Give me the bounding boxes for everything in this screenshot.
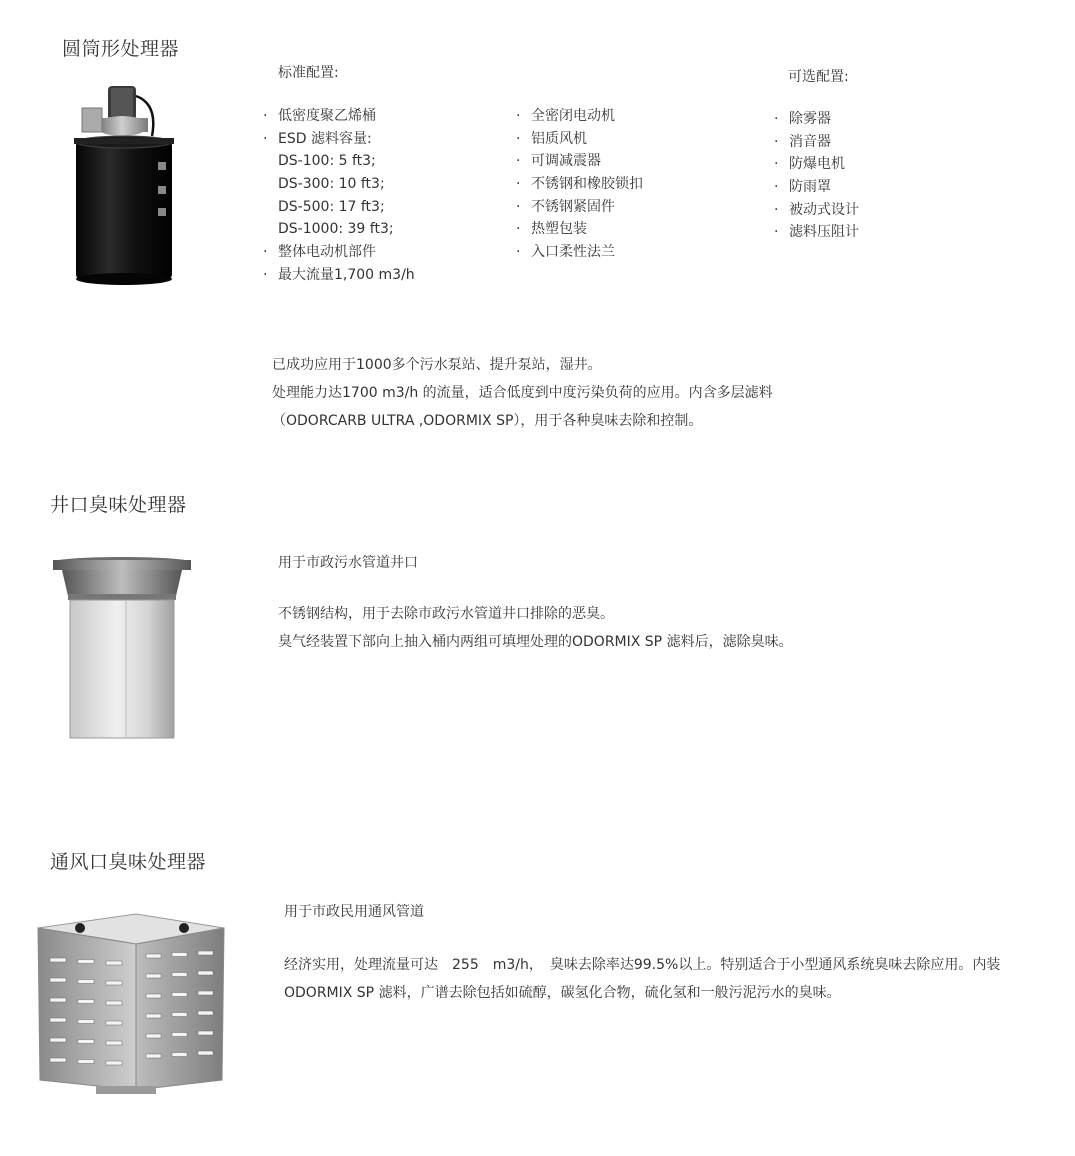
cylindrical-unit-description	[272, 351, 773, 435]
list-item: · 最大流量1,700 m3/h	[263, 264, 415, 287]
louver-slot	[50, 998, 66, 1002]
louver-slot	[146, 1034, 161, 1038]
louver-slot	[50, 978, 66, 982]
list-item: DS-100: 5 ft3;	[278, 153, 376, 170]
louver-slot	[146, 994, 161, 998]
louver-slot	[198, 991, 213, 995]
louver-slot	[172, 1033, 187, 1037]
louver-slot	[146, 1014, 161, 1018]
list-item: · 防爆电机	[774, 153, 859, 176]
louver-slot	[50, 1018, 66, 1022]
louver-slot	[106, 961, 122, 965]
list-item: · 除雾器	[774, 108, 859, 131]
louver-slot	[50, 1038, 66, 1042]
list-item: · 全密闭电动机	[516, 105, 643, 128]
list-item: · 不锈钢和橡胶锁扣	[516, 173, 643, 196]
vent-unit-title: 通风口臭味处理器	[50, 851, 207, 873]
list-item: · 消音器	[774, 131, 859, 154]
cylindrical-unit-image	[70, 86, 180, 286]
list-item: · 防雨罩	[774, 176, 859, 199]
louver-slot	[78, 1040, 94, 1044]
description-line: 处理能力达1700 m3/h 的流量，适合低度到中度污染负荷的应用。内含多层滤料	[272, 385, 773, 401]
list-item: · ESD 滤料容量:	[263, 128, 415, 151]
cylindrical-unit-title: 圆筒形处理器	[62, 38, 180, 60]
list-item: · 铝质风机	[516, 128, 643, 151]
vent-unit-usage: 用于市政民用通风管道	[284, 904, 424, 920]
manhole-unit-image	[52, 556, 192, 742]
list-item: DS-1000: 39 ft3;	[278, 221, 394, 238]
louver-slot	[78, 960, 94, 964]
louver-slot	[198, 1011, 213, 1015]
list-item: · 不锈钢紧固件	[516, 196, 643, 219]
optional-config-heading: 可选配置:	[788, 69, 849, 85]
louver-slot	[106, 1001, 122, 1005]
description-line: 臭气经装置下部向上抽入桶内两组可填埋处理的ODORMIX SP 滤料后，滤除臭味。	[278, 634, 793, 650]
list-item: DS-500: 17 ft3;	[278, 198, 385, 215]
list-item: · 整体电动机部件	[263, 241, 415, 264]
louver-slot	[78, 1000, 94, 1004]
list-item: · 热塑包装	[516, 218, 643, 241]
louver-slot	[172, 993, 187, 997]
description-line: 已成功应用于1000多个污水泵站、提升泵站，湿井。	[272, 357, 602, 373]
description-line: 不锈钢结构，用于去除市政污水管道井口排除的恶臭。	[278, 606, 614, 622]
louver-slot	[172, 1053, 187, 1057]
list-item: · 被动式设计	[774, 199, 859, 222]
louver-slot	[106, 1041, 122, 1045]
louver-slot	[50, 1058, 66, 1062]
louver-slot	[146, 954, 161, 958]
louver-slot	[106, 1061, 122, 1065]
louver-slot	[198, 971, 213, 975]
manhole-unit-title: 井口臭味处理器	[50, 494, 187, 516]
louver-slot	[172, 973, 187, 977]
list-item: · 入口柔性法兰	[516, 241, 643, 264]
louver-slot	[198, 1051, 213, 1055]
louver-slot	[198, 951, 213, 955]
louver-slot	[146, 1054, 161, 1058]
louver-slot	[50, 958, 66, 962]
list-item: DS-300: 10 ft3;	[278, 176, 385, 193]
optional-config-list	[774, 108, 859, 244]
louver-slot	[172, 1013, 187, 1017]
list-item: · 可调减震器	[516, 150, 643, 173]
standard-config-list-2	[516, 105, 643, 264]
vent-unit-image	[36, 910, 226, 1098]
louver-slot	[78, 980, 94, 984]
manhole-unit-usage: 用于市政污水管道井口	[278, 555, 418, 571]
list-item: · 低密度聚乙烯桶	[263, 105, 415, 128]
list-item: · 滤料压阻计	[774, 221, 859, 244]
louver-slot	[198, 1031, 213, 1035]
louver-slot	[146, 974, 161, 978]
standard-config-heading: 标准配置:	[278, 65, 339, 81]
louver-slot	[172, 953, 187, 957]
louver-slot	[106, 981, 122, 985]
description-line: （ODORCARB ULTRA ,ODORMIX SP），用于各种臭味去除和控制。	[272, 413, 703, 429]
standard-config-list-1	[263, 105, 415, 287]
louver-slot	[106, 1021, 122, 1025]
manhole-unit-description	[278, 600, 793, 656]
vent-unit-description: 经济实用，处理流量可达 255 m3/h， 臭味去除率达99.5%以上。特别适合于小型通风系统臭味去除应用。内装 ODORMIX SP 滤料，广谱去除包括如硫醇，碳氢化合物，硫化氢和一般污泥污水的臭味。	[284, 957, 1001, 1001]
louver-slot	[78, 1060, 94, 1064]
louver-slot	[78, 1020, 94, 1024]
